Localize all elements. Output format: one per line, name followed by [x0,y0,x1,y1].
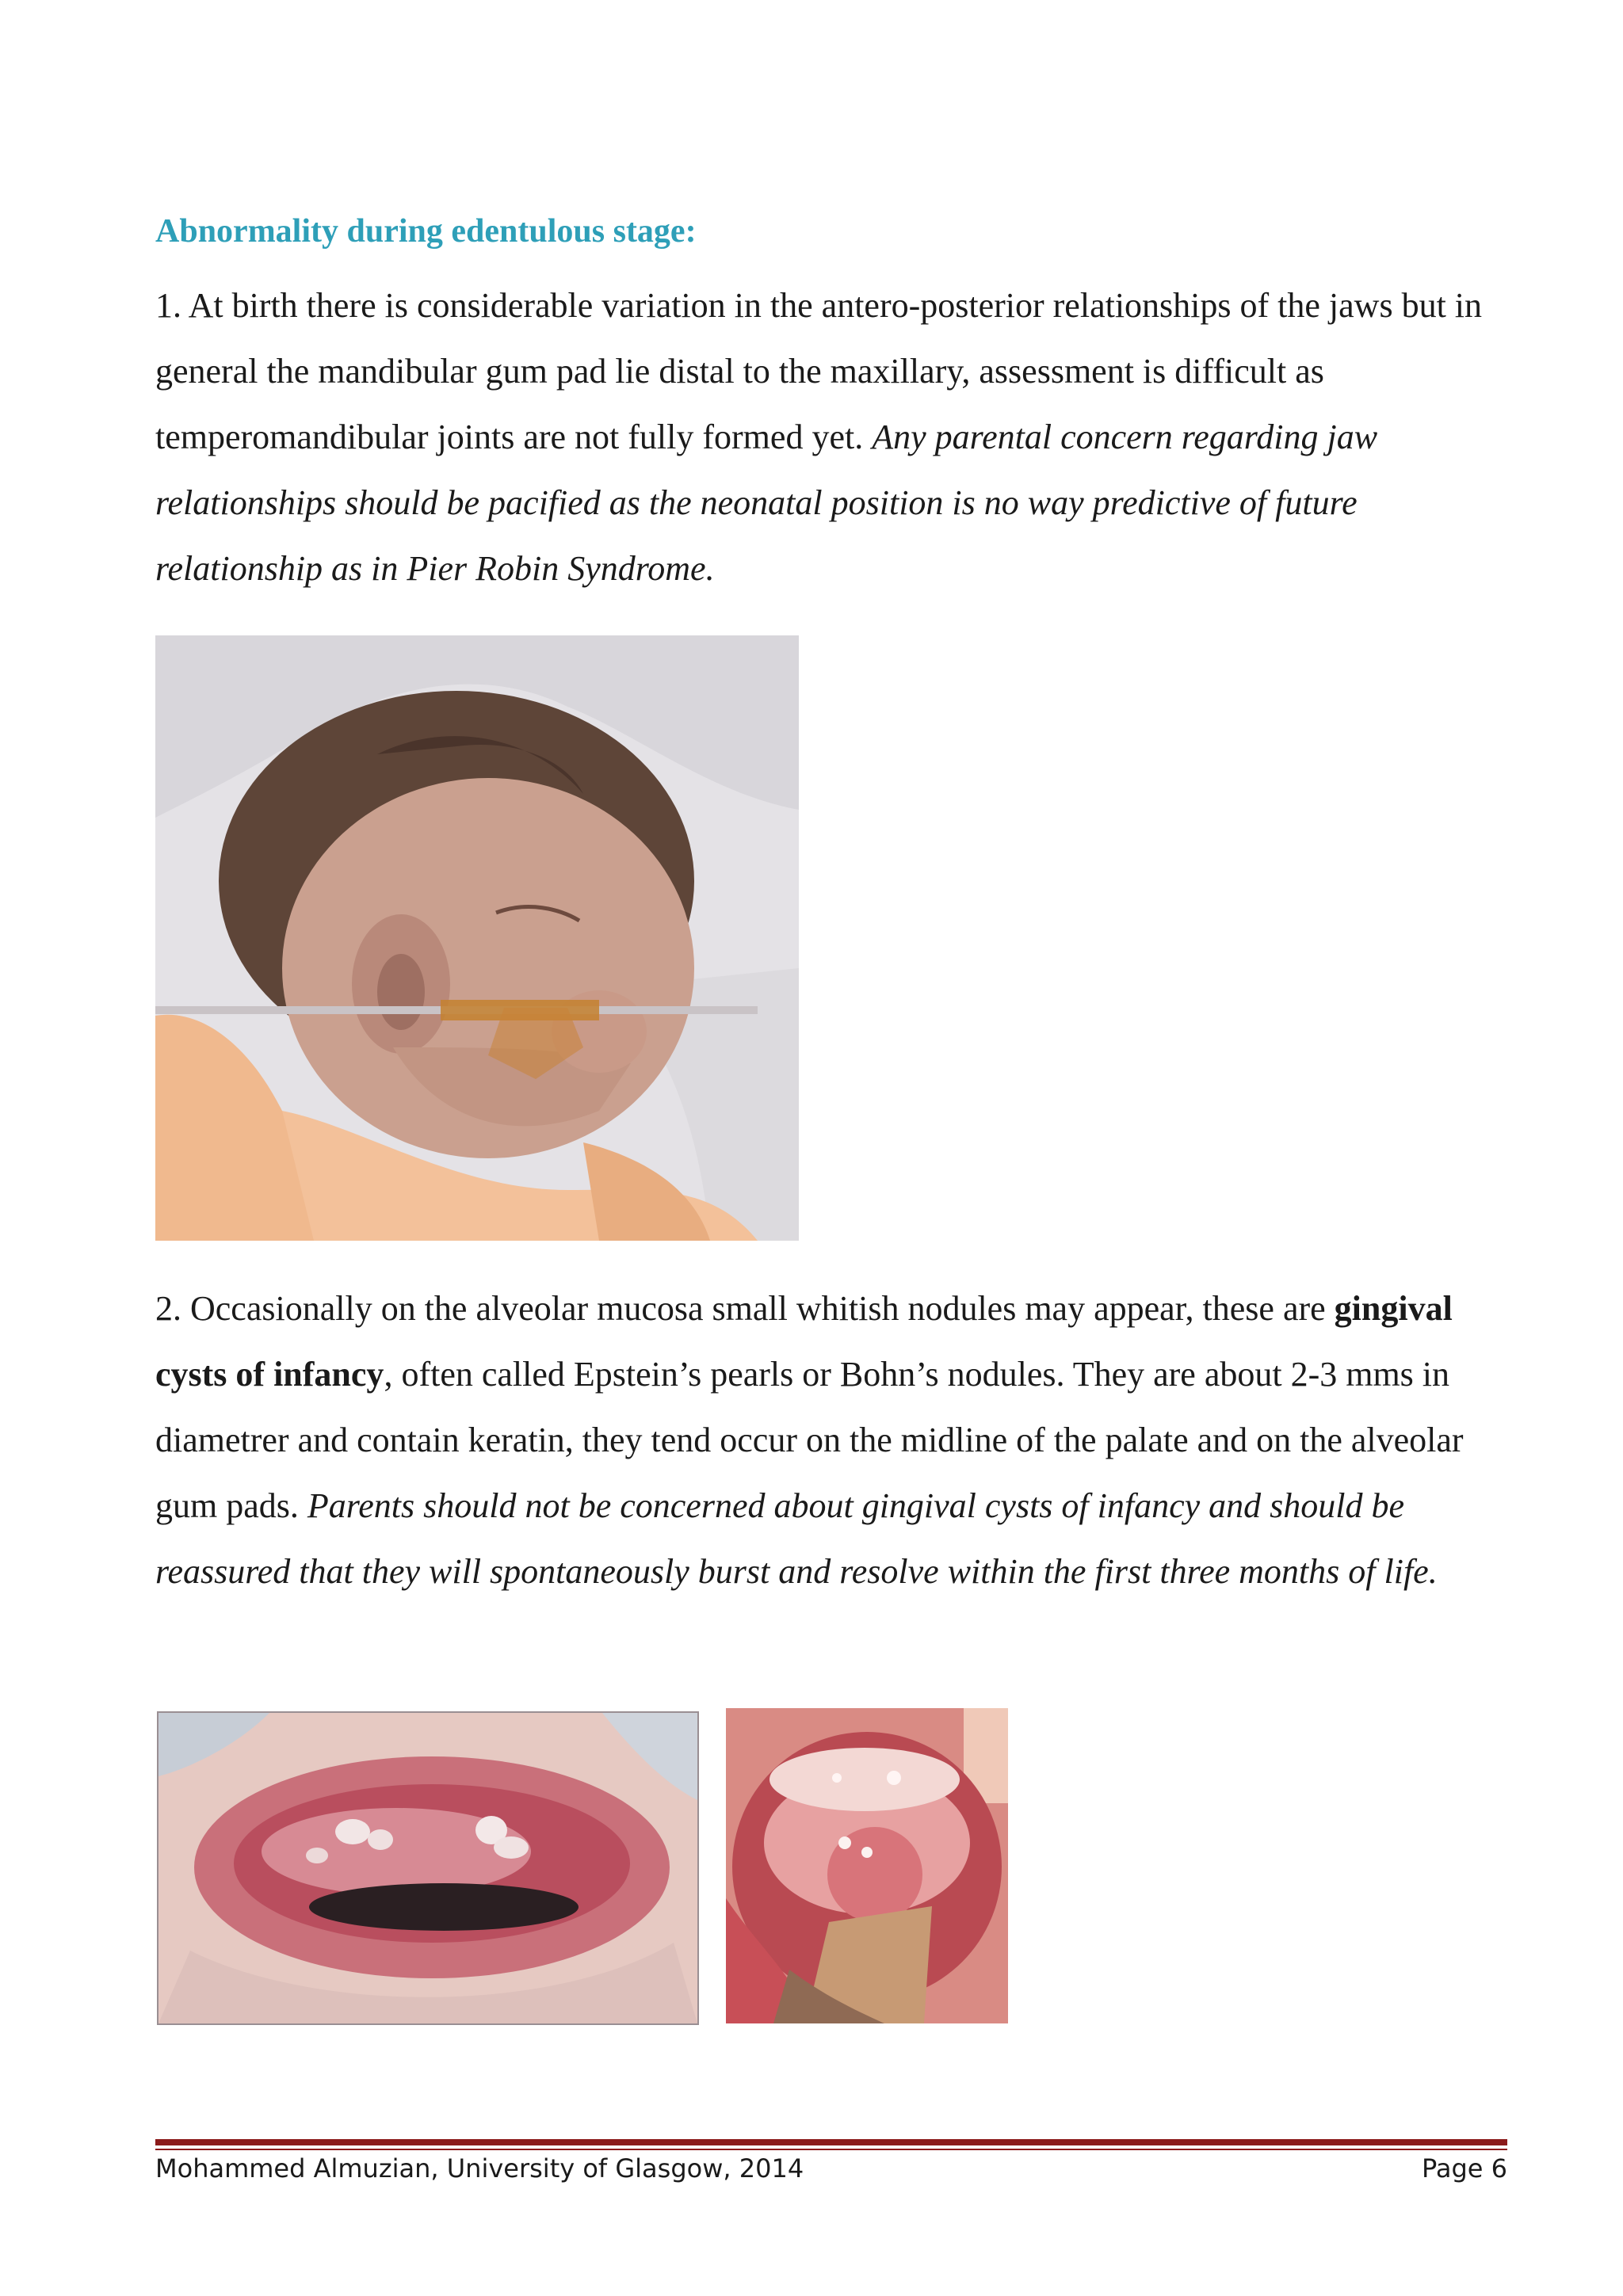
paragraph-2-lead: 2. Occasionally on the alveolar mucosa small whitish nodules may appear, these are [155,1289,1335,1328]
footer-page-number: Page 6 [1422,2153,1507,2183]
paragraph-2-italic: Parents should not be concerned about gingival cysts of infancy and should be reassured that they will spontaneously burst and resolve within the first three months of life. [155,1486,1438,1591]
palate-nodules-photo [726,1708,1008,2023]
gingival-cysts-photo [157,1711,699,2025]
paragraph-2-text: , often called Epstein’s pearls or Bohn’s nodules. They are about 2-3 mms in diametrer and contain keratin, they tend occur on the midline of the palate and on the alveolar gum pads. [155,1355,1464,1525]
neonate-photo [155,635,799,1241]
paragraph-1 [155,273,1518,601]
section-heading: Abnormality during edentulous stage: [155,213,697,250]
paragraph-2 [155,1276,1518,1604]
footer-rule-thin [155,2149,1507,2150]
paragraph-1-italic: Any parental concern regarding jaw relationships should be pacified as the neonatal position is no way predictive of future relationship as in Pier Robin Syndrome. [155,418,1378,588]
paragraph-1-text: 1. At birth there is considerable variation in the antero-posterior relationships of the jaws but in general the mandibular gum pad lie distal to the maxillary, assessment is difficult as temperomandibular joints are not fully formed yet. [155,286,1483,456]
footer-rule [155,2139,1507,2145]
footer-author: Mohammed Almuzian, University of Glasgow, 2014 [155,2153,804,2183]
paragraph-2-bold: gingival cysts of infancy [155,1289,1453,1394]
